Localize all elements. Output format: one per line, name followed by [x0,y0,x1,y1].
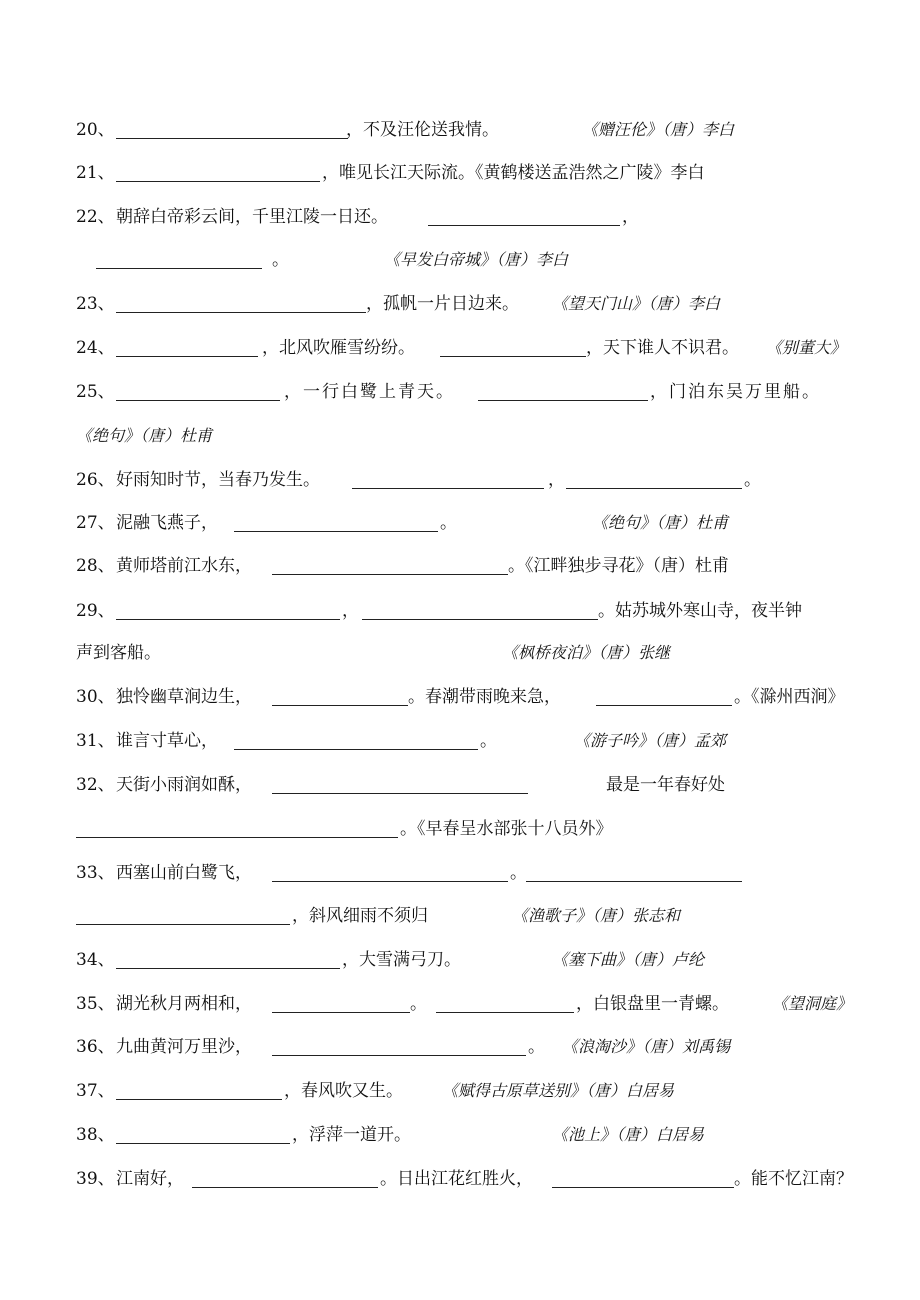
poem-source: 《浪淘沙》（唐）刘禹锡 [562,1037,731,1056]
poem-source: 《赠汪伦》（唐）李白 [582,120,735,139]
answer-blank[interactable] [116,181,320,182]
question-23 [0,289,920,319]
question-24 [0,333,920,363]
verse-text: 朝辞白帝彩云间，千里江陵一日还。 [116,207,388,227]
question-21 [0,158,920,188]
verse-text: ，白银盘里一青螺。 [576,994,729,1014]
verse-text: 。日出江花红胜火， [380,1169,533,1189]
question-number: 23、 [76,294,115,314]
question-33-cont [0,901,920,931]
verse-text: ，孤帆一片日边来。 [366,294,519,314]
verse-text: 。《早春呈水部张十八员外》 [400,819,613,839]
question-29-cont [0,638,920,668]
question-29 [0,596,920,626]
verse-text: ，大雪满弓刀。 [342,950,461,970]
verse-text: ，北风吹雁雪纷纷。 [262,338,415,358]
poem-source: 《望洞庭》 [772,994,853,1013]
answer-blank[interactable] [116,1099,282,1100]
verse-text: 。 [510,863,527,883]
question-36 [0,1032,920,1062]
answer-blank[interactable] [234,531,438,532]
verse-text: ，斜风细雨不须归 [292,906,428,926]
answer-blank[interactable] [596,705,732,706]
question-25 [0,377,920,407]
answer-blank[interactable] [272,793,528,794]
verse-text: ，唯见长江天际流。《黄鹤楼送孟浩然之广陵》李白 [322,163,705,183]
verse-text: 声到客船。 [76,643,161,663]
answer-blank[interactable] [116,312,366,313]
poem-source: 《赋得古原草送别》（唐）白居易 [442,1081,675,1100]
answer-blank[interactable] [436,1012,574,1013]
question-number: 37、 [76,1081,115,1101]
answer-blank[interactable] [192,1187,378,1188]
question-number: 21、 [76,163,115,183]
question-number: 25、 [76,382,115,402]
answer-blank[interactable] [352,488,544,489]
question-number: 34、 [76,950,115,970]
question-number: 38、 [76,1125,115,1145]
poem-source: 《渔歌子》（唐）张志和 [512,906,681,925]
verse-text: 江南好， [116,1169,184,1189]
question-number: 27、 [76,513,115,533]
question-28 [0,551,920,581]
verse-text: ，春风吹又生。 [284,1081,403,1101]
question-number: 24、 [76,338,115,358]
verse-text: ， [342,601,359,621]
question-26 [0,465,920,495]
verse-text: ，浮萍一道开。 [292,1125,411,1145]
poem-source: 《枫桥夜泊》（唐）张继 [502,643,671,662]
verse-text: 。 [528,1037,545,1057]
question-20 [0,115,920,145]
verse-text: 。春潮带雨晚来急， [408,687,561,707]
verse-text: 。姑苏城外寒山寺，夜半钟 [598,601,802,621]
answer-blank[interactable] [116,619,340,620]
question-number: 36、 [76,1037,115,1057]
answer-blank[interactable] [116,1143,290,1144]
answer-blank[interactable] [526,881,742,882]
answer-blank[interactable] [362,619,598,620]
question-37 [0,1076,920,1106]
poem-source: 《绝句》（唐）杜甫 [76,426,213,445]
answer-blank[interactable] [428,225,620,226]
answer-blank[interactable] [116,400,280,401]
answer-blank[interactable] [116,356,258,357]
verse-text: 。《江畔独步寻花》（唐）杜甫 [508,556,729,576]
poem-source: 《早发白帝城》（唐）李白 [384,250,569,269]
question-number: 33、 [76,863,115,883]
question-22 [0,202,920,232]
answer-blank[interactable] [96,268,262,269]
verse-text: 湖光秋月两相和， [116,994,252,1014]
answer-blank[interactable] [272,574,508,575]
verse-text: 。《滁州西涧》 [734,687,845,707]
answer-blank[interactable] [478,400,648,401]
verse-text: ，门泊东吴万里船。 [650,382,821,402]
question-number: 35、 [76,994,115,1014]
verse-text: 。 [272,250,289,270]
question-32 [0,770,920,800]
verse-text: 。能不忆江南？ [734,1169,853,1189]
answer-blank[interactable] [272,1055,526,1056]
question-number: 26、 [76,470,115,490]
poem-source: 《池上》（唐）白居易 [552,1125,705,1144]
question-39 [0,1164,920,1194]
answer-blank[interactable] [272,1012,410,1013]
verse-text: 泥融飞燕子， [116,513,218,533]
poem-source: 《别董大》 [766,338,847,357]
verse-text: 。 [410,994,427,1014]
verse-text: 好雨知时节，当春乃发生。 [116,470,320,490]
question-33 [0,858,920,888]
answer-blank[interactable] [440,356,586,357]
verse-text: 。 [744,470,761,490]
question-31 [0,726,920,756]
answer-blank[interactable] [76,837,398,838]
question-38 [0,1120,920,1150]
question-35 [0,989,920,1019]
verse-text: 最是一年春好处 [606,775,725,795]
answer-blank[interactable] [272,881,508,882]
question-34 [0,945,920,975]
question-22-cont [0,245,920,275]
question-27 [0,508,920,538]
verse-text: 。 [440,513,457,533]
question-number: 20、 [76,120,115,140]
question-25-cont [0,421,920,451]
answer-blank[interactable] [116,968,340,969]
verse-text: 西塞山前白鹭飞， [116,863,252,883]
verse-text: 。 [480,731,497,751]
question-number: 32、 [76,775,115,795]
verse-text: ，一行白鹭上青天。 [284,382,455,402]
answer-blank[interactable] [76,924,290,925]
answer-blank[interactable] [566,488,742,489]
answer-blank[interactable] [552,1187,734,1188]
poem-source: 《游子吟》（唐）孟郊 [574,731,727,750]
question-32-cont [0,814,920,844]
verse-text: 黄师塔前江水东， [116,556,252,576]
question-30 [0,682,920,712]
verse-text: 九曲黄河万里沙， [116,1037,252,1057]
verse-text: 独怜幽草涧边生， [116,687,252,707]
question-number: 39、 [76,1169,115,1189]
poem-source: 《塞下曲》（唐）卢纶 [552,950,705,969]
question-number: 31、 [76,731,115,751]
verse-text: ， [622,207,639,227]
verse-text: ，天下谁人不识君。 [586,338,739,358]
answer-blank[interactable] [272,705,408,706]
question-number: 29、 [76,601,115,621]
verse-text: ，不及汪伦送我情。 [346,120,499,140]
verse-text: 谁言寸草心， [116,731,218,751]
question-number: 22、 [76,207,115,227]
answer-blank[interactable] [234,749,478,750]
answer-blank[interactable] [116,138,348,139]
question-number: 28、 [76,556,115,576]
verse-text: ， [548,470,565,490]
poem-source: 《望天门山》（唐）李白 [552,294,721,313]
question-number: 30、 [76,687,115,707]
poem-source: 《绝句》（唐）杜甫 [592,513,729,532]
verse-text: 天街小雨润如酥， [116,775,252,795]
